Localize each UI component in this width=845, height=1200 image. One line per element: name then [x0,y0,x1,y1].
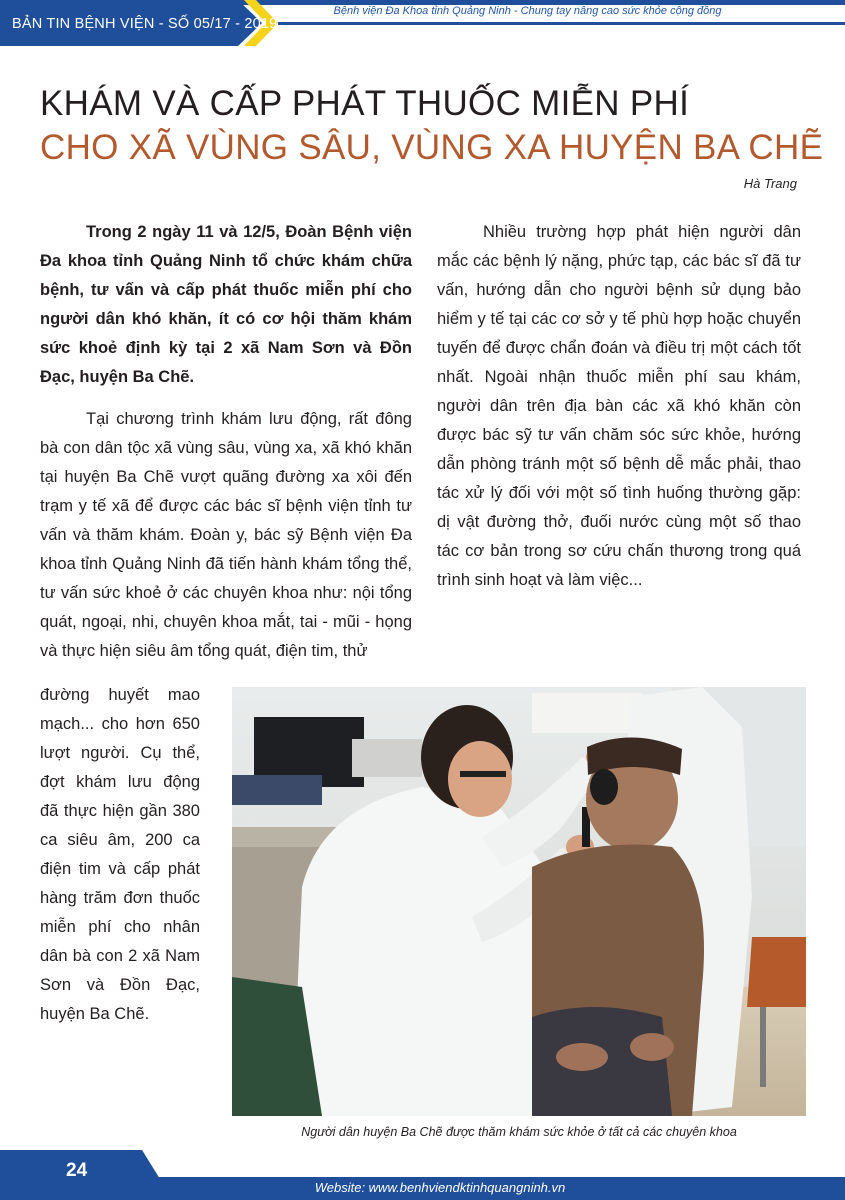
article-photo [232,687,806,1116]
issue-label: BẢN TIN BỆNH VIỆN - SỐ 05/17 - 2019 [12,16,278,32]
article-author: Hà Trang [743,176,797,191]
article-paragraph-2-continued: đường huyết mao mạch... cho hơn 650 lượt người. Cụ thể, đợt khám lưu động đã thực hiện gần 380 ca siêu âm, 200 ca điện tim và cấp phát hàng trăm đơn thuốc miễn phí cho nhân dân bà con 2 xã Nam Sơn và Đồn Đạc, huyện Ba Chẽ. [40,686,200,1023]
page-number: 24 [66,1160,88,1181]
eye-exam-photo-image [232,687,806,1116]
photo-caption: Người dân huyện Ba Chẽ được thăm khám sức khỏe ở tất cả các chuyên khoa [301,1125,737,1139]
article-paragraph-3: Nhiều trường hợp phát hiện người dân mắc các bệnh lý nặng, phức tạp, các bác sĩ đã tư vấn, hướng dẫn cho người bệnh sử dụng bảo hiểm y tế tại các cơ sở y tế phù hợp hoặc chuyển tuyến để được chẩn đoán và điều trị một cách tốt nhất. Ngoài nhận thuốc miễn phí sau khám, người dân trên địa bàn các xã khó khăn còn được bác sỹ tư vấn chăm sóc sức khỏe, hướng dẫn phòng tránh một số bệnh dễ mắc phải, thao tác xử lý đối với một số tình huống thường gặp: dị vật đường thở, đuối nước cùng một số thao tác cơ bản trong sơ cứu chấn thương trong quá trình sinh hoạt và làm việc... [437,223,801,589]
footer-website: Website: www.benhviendktinhquangninh.vn [314,1180,566,1195]
article-lead-paragraph: Trong 2 ngày 11 và 12/5, Đoàn Bệnh viện Đa khoa tỉnh Quảng Ninh tổ chức khám chữa bệnh, tư vấn và cấp phát thuốc miễn phí cho người dân khó khăn, ít có cơ hội thăm khám sức khoẻ định kỳ tại 2 xã Nam Sơn và Đồn Đạc, huyện Ba Chẽ. [40,223,412,386]
header-rule [278,22,845,25]
article-right-column [437,218,801,595]
article-title-line-1: KHÁM VÀ CẤP PHÁT THUỐC MIỄN PHÍ [40,84,690,123]
article-title-line-2: CHO XÃ VÙNG SÂU, VÙNG XA HUYỆN BA CHẼ [40,128,824,167]
article-paragraph-2: Tại chương trình khám lưu động, rất đông bà con dân tộc xã vùng sâu, vùng xa, xã khó khăn tại huyện Ba Chẽ vượt quãng đường xa xôi đến trạm y tế xã để được các bác sĩ bệnh viện tỉnh tư vấn và thăm khám. Đoàn y, bác sỹ Bệnh viện Đa khoa tỉnh Quảng Ninh đã tiến hành khám tổng thể, tư vấn sức khoẻ ở các chuyên khoa như: nội tổng quát, ngoại, nhi, chuyên khoa mắt, tai - mũi - họng và thực hiện siêu âm tổng quát, điện tim, thử [40,410,412,660]
header-slogan: Bệnh viện Đa Khoa tỉnh Quảng Ninh - Chung tay nâng cao sức khỏe cộng đồng [333,5,722,17]
article-left-column [40,218,412,666]
